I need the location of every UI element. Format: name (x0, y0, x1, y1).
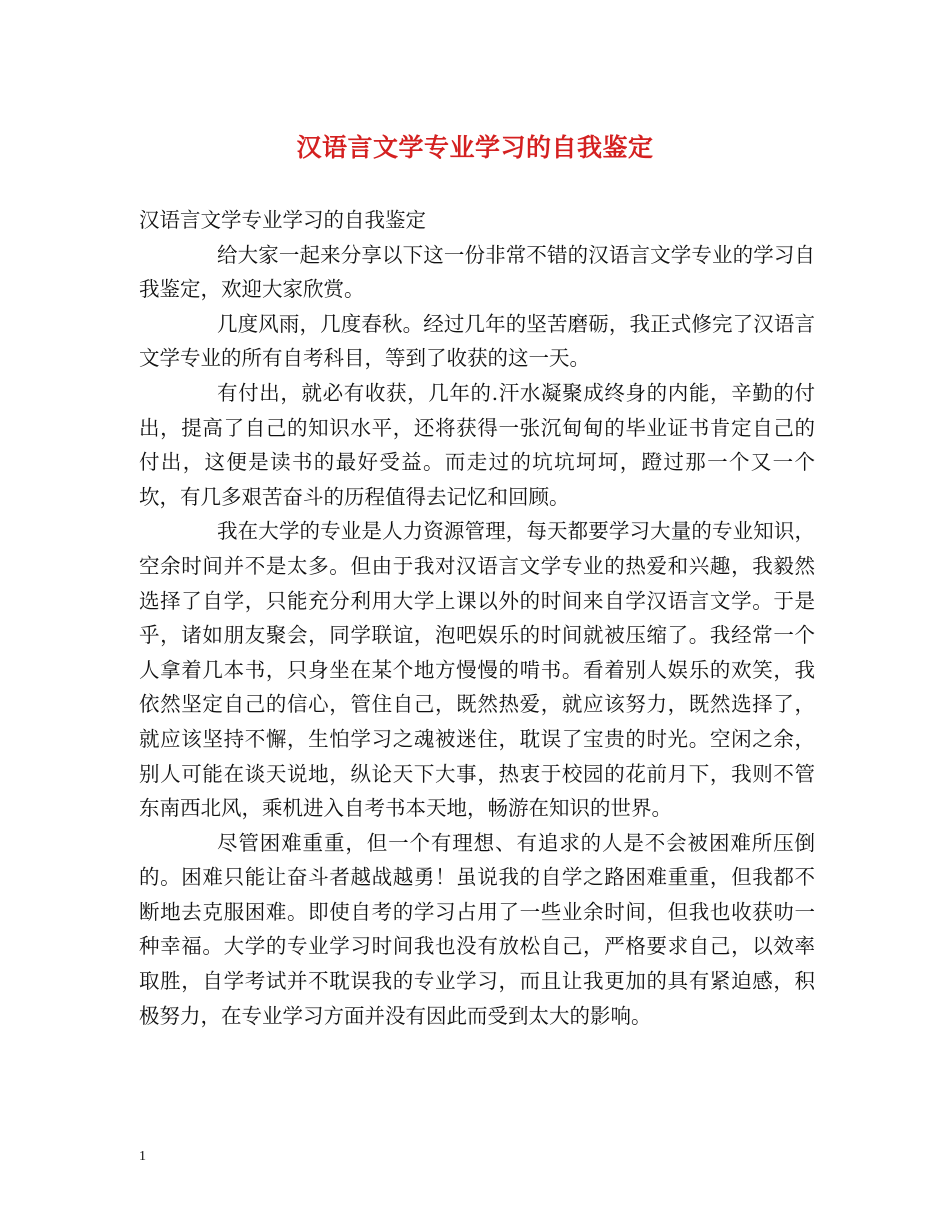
paragraph: 我在大学的专业是人力资源管理，每天都要学习大量的专业知识，空余时间并不是太多。但由于我对汉语言文学专业的热爱和兴趣，我毅然选择了自学，只能充分利用大学上课以外的时间来自学汉语言文学。于是乎，诸如朋友聚会，同学联谊，泡吧娱乐的时间就被压缩了。我经常一个人拿着几本书，只身坐在某个地方慢慢的啃书。看着别人娱乐的欢笑，我依然坚定自己的信心，管住自己，既然热爱，就应该努力，既然选择了，就应该坚持不懈，生怕学习之魂被迷住，耽误了宝贵的时光。空闲之余，别人可能在谈天说地，纵论天下大事，热衷于校园的花前月下，我则不管东南西北风，乘机进入自考书本天地，畅游在知识的世界。 (139, 519, 815, 821)
paragraph: 几度风雨，几度春秋。经过几年的坚苦磨砺，我正式修完了汉语言文学专业的所有自考科目，等到了收获的这一天。 (139, 311, 815, 371)
paragraph: 有付出，就必有收获，几年的.汗水凝聚成终身的内能，辛勤的付出，提高了自己的知识水平，还将获得一张沉甸甸的毕业证书肯定自己的付出，这便是读书的最好受益。而走过的坑坑坷坷，蹬过那一个又一个坎，有几多艰苦奋斗的历程值得去记忆和回顾。 (139, 380, 815, 509)
paragraph: 给大家一起来分享以下这一份非常不错的汉语言文学专业的学习自我鉴定，欢迎大家欣赏。 (139, 242, 815, 302)
document-subtitle: 汉语言文学专业学习的自我鉴定 (139, 208, 426, 232)
paragraph: 尽管困难重重，但一个有理想、有追求的人是不会被困难所压倒的。困难只能让奋斗者越战越勇！虽说我的自学之路困难重重，但我都不断地去克服困难。即使自考的学习占用了一些业余时间，但我也收获叻一种幸福。大学的专业学习时间我也没有放松自己，严格要求自己，以效率取胜，自学考试并不耽误我的专业学习，而且让我更加的具有紧迫感，积极努力，在专业学习方面并没有因此而受到太大的影响。 (139, 830, 815, 1028)
document-body (139, 203, 815, 1033)
document-title: 汉语言文学专业学习的自我鉴定 (296, 133, 654, 162)
page-number: 1 (139, 1149, 146, 1164)
